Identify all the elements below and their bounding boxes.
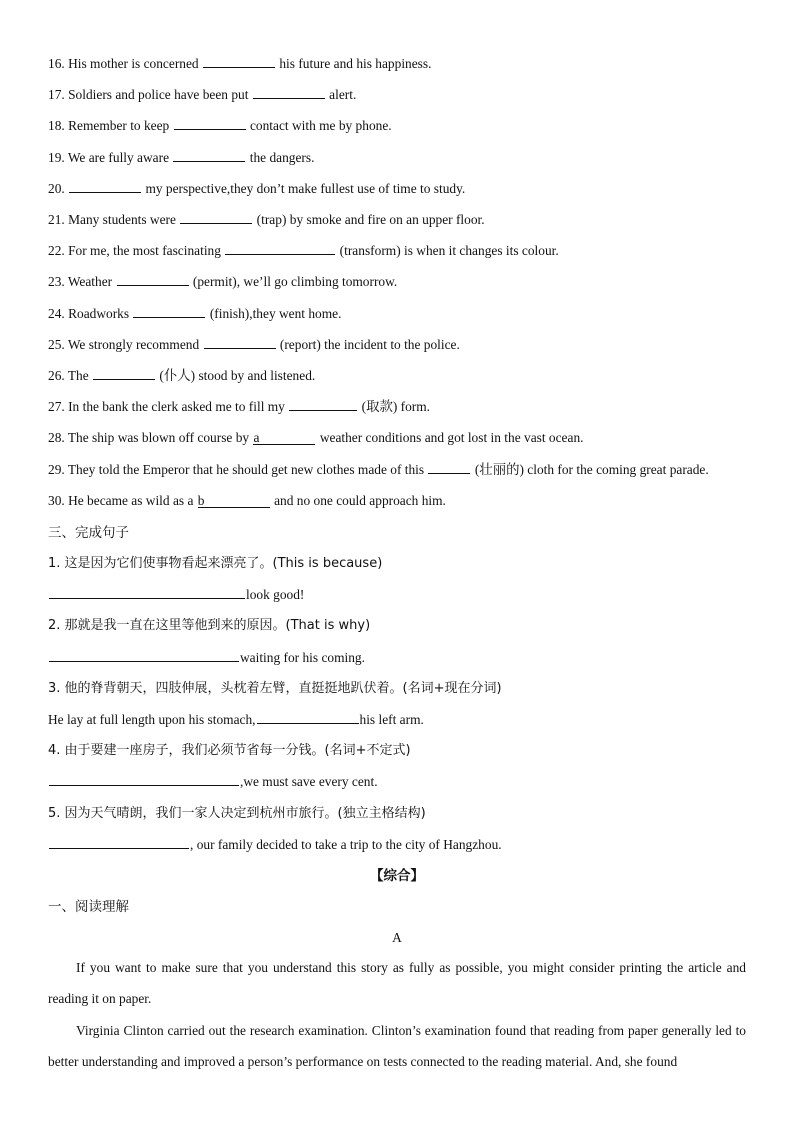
fill-item: [48, 304, 746, 324]
item-text: (trap) by smoke and fire on an upper floor.: [256, 212, 485, 227]
answer-blank[interactable]: [225, 241, 335, 255]
fill-item: [48, 54, 746, 74]
translation-answer-line: [48, 710, 746, 730]
answer-blank[interactable]: [204, 335, 276, 349]
passage-paragraph: If you want to make sure that you understand this story as fully as possible, you might consider printing the article and reading it on paper.: [48, 960, 746, 1007]
passage-label: A: [392, 930, 402, 945]
item-text: weather conditions and got lost in the vast ocean.: [319, 430, 584, 446]
fill-item: [48, 241, 746, 261]
fill-item: [48, 179, 746, 199]
translation-prompt: 3. 他的脊背朝天，四肢伸展，头枕着左臂，直挺挺地趴伏着。(名词+现在分词): [48, 680, 502, 696]
item-number: 18.: [48, 118, 69, 134]
item-text: contact with me by phone.: [249, 118, 392, 134]
answer-blank[interactable]: [203, 54, 275, 68]
item-number: 19.: [48, 149, 68, 165]
item-number: 29.: [48, 461, 68, 477]
answer-blank[interactable]: [49, 648, 239, 662]
item-text: (finish),they went home.: [209, 305, 342, 321]
answer-suffix: ,we must save every cent.: [240, 774, 378, 790]
item-number: 17.: [48, 87, 69, 103]
fill-item: [48, 491, 746, 511]
answer-blank[interactable]: [289, 397, 357, 411]
fill-item: [48, 335, 746, 355]
item-text: We are fully aware: [67, 149, 170, 165]
item-text: alert.: [329, 87, 357, 103]
translation-prompt: 5. 因为天气晴朗，我们一家人决定到杭州市旅行。(独立主格结构): [48, 805, 426, 821]
section-title: 【综合】: [370, 868, 424, 884]
item-text: Remember to keep: [68, 118, 170, 134]
item-text: The ship was blown off course by: [67, 430, 250, 446]
item-text: the dangers.: [249, 149, 315, 165]
item-text: his future and his happiness.: [279, 56, 432, 71]
answer-blank[interactable]: b: [198, 494, 270, 508]
answer-suffix: look good!: [246, 587, 305, 603]
answer-blank[interactable]: a: [253, 431, 315, 445]
item-number: 23.: [48, 274, 68, 290]
item-text: His mother is concerned: [68, 56, 199, 71]
item-number: 27.: [48, 399, 69, 415]
item-text: They told the Emperor that he should get new clothes made of this: [67, 461, 425, 477]
answer-blank[interactable]: [174, 116, 246, 130]
item-text: (取款) form.: [361, 399, 431, 415]
fill-item: [48, 116, 746, 136]
item-text: Roadworks: [68, 305, 130, 321]
item-text: For me, the most fascinating: [68, 243, 221, 259]
answer-blank[interactable]: [180, 210, 252, 224]
fill-item: [48, 397, 746, 417]
item-text: Many students were: [68, 212, 176, 227]
section-heading: 一、阅读理解: [48, 899, 129, 915]
fill-item: [48, 366, 746, 386]
answer-suffix: his left arm.: [359, 712, 424, 727]
item-number: 16.: [48, 56, 69, 71]
answer-prefix: He lay at full length upon his stomach,: [48, 712, 256, 727]
item-text: The: [67, 368, 89, 383]
item-number: 22.: [48, 243, 69, 259]
answer-blank[interactable]: [93, 366, 155, 380]
item-number: 25.: [48, 336, 68, 352]
item-text: (permit), we’ll go climbing tomorrow.: [192, 274, 398, 290]
translation-answer-line: [48, 585, 746, 605]
item-text: In the bank the clerk asked me to fill my: [68, 399, 285, 415]
answer-suffix: waiting for his coming.: [240, 649, 365, 665]
passage-paragraph: Virginia Clinton carried out the research examination. Clinton’s examination found that reading from paper generally led to better understanding and improved a person’s performance on tests connected to the reading material. And, she found: [48, 1022, 746, 1069]
answer-blank[interactable]: [49, 585, 245, 599]
item-text: He became as wild as a: [68, 492, 194, 508]
item-number: 26.: [48, 368, 68, 383]
answer-suffix: , our family decided to take a trip to the city of Hangzhou.: [190, 836, 502, 852]
translation-answer-line: [48, 835, 746, 855]
item-text: (仆人) stood by and listened.: [159, 368, 316, 383]
item-text: my perspective,they don’t make fullest use of time to study.: [145, 180, 466, 196]
translation-prompt: 1. 这是因为它们使事物看起来漂亮了。(This is because): [48, 556, 383, 571]
fill-item: [48, 428, 746, 448]
item-text: Soldiers and police have been put: [68, 87, 249, 103]
answer-blank[interactable]: [69, 179, 141, 193]
item-number: 21.: [48, 212, 69, 227]
answer-blank[interactable]: [428, 460, 470, 474]
answer-blank[interactable]: [173, 148, 245, 162]
item-number: 20.: [48, 180, 69, 196]
answer-blank[interactable]: [253, 85, 325, 99]
item-number: 30.: [48, 492, 69, 508]
translation-prompt: 4. 由于要建一座房子，我们必须节省每一分钱。(名词+不定式): [48, 743, 411, 759]
answer-blank[interactable]: [133, 304, 205, 318]
fill-item: [48, 272, 746, 292]
answer-blank[interactable]: [257, 710, 359, 724]
answer-blank[interactable]: [49, 835, 189, 849]
item-text: We strongly recommend: [67, 336, 200, 352]
answer-blank[interactable]: [117, 272, 189, 286]
fill-item: [48, 210, 746, 230]
translation-prompt: 2. 那就是我一直在这里等他到来的原因。(That is why): [48, 618, 371, 634]
section-heading: 三、完成句子: [48, 525, 129, 541]
item-text: and no one could approach him.: [274, 492, 446, 508]
translation-answer-line: [48, 648, 746, 668]
fill-item: [48, 460, 746, 480]
translation-answer-line: [48, 772, 746, 792]
fill-item: [48, 148, 746, 168]
item-text: Weather: [67, 274, 113, 290]
item-number: 28.: [48, 430, 68, 446]
fill-item: [48, 85, 746, 105]
item-number: 24.: [48, 305, 69, 321]
item-text: (壮丽的) cloth for the coming great parade.: [474, 461, 709, 477]
answer-blank[interactable]: [49, 772, 239, 786]
item-text: (report) the incident to the police.: [279, 336, 460, 352]
item-text: (transform) is when it changes its colour.: [339, 243, 559, 259]
